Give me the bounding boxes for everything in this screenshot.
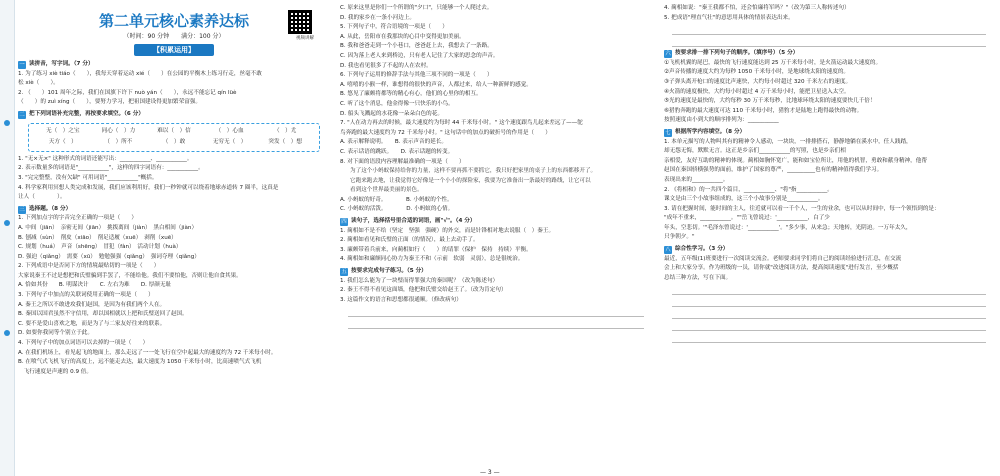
idiom-cell[interactable]: （ ）尤	[273, 127, 297, 134]
section-title: 把下列词语补充完整，再按要求填空。（6 分）	[29, 110, 144, 117]
text-line: 1. 为了练习 xiè tiáo（ ），我每天穿着运动 xié（ ）在公园的平衡木上练习行走，丝毫不敢	[18, 70, 262, 77]
idiom-cell[interactable]: 同心（ ）力	[101, 127, 136, 134]
text-line: B. 秦国以国君虽然不守信用，却以国相就以上把和氏璧送回了赵国。	[18, 311, 188, 318]
text-line: D. 强迫（qiǎng） 需要（xū） 勉勉强强（qiǎng） 强词夺理（qiǎng）	[18, 253, 200, 260]
text-line: 却无怨无悔，默默无言。这正是乡亲们___________的写照，也是乡亲们相	[664, 148, 846, 155]
idiom-cell[interactable]: 天方（ ）	[48, 139, 77, 146]
binding-spine	[0, 0, 15, 476]
section-title: 根据所学内容填空。（8 分）	[675, 128, 746, 135]
text-line: 它跑来跑去地，让我觉得它好像是一个小小的探险家，我要为它准备出一条最好的路线，让它可以	[350, 177, 591, 184]
section-header	[664, 245, 994, 255]
worksheet-page-middle	[340, 4, 652, 472]
text-line: B. 刨减（sùn） 削皮（xiāo） 削足适履（xuē） 剥削（xuē）	[18, 234, 177, 241]
text-line: C. 因为落上老人来到桥边，只有老人记住了大家的思念的声音。	[340, 52, 499, 59]
text-line: 6. 下列句子运用的修辞手法与其他三项不同的一项是（ ）	[340, 72, 493, 79]
text-line: 1. "无×无×" 这种形式的词语还能写出：___________、___________。	[18, 155, 193, 162]
answer-line[interactable]	[672, 285, 986, 295]
text-line: 2. 《将相和》的一共四个篇目，___________、"将"指___________。	[664, 186, 833, 193]
text-line: ②声音传播的速度大约为每秒 1050 千米每小时，是地球绕太阳的速度的。	[664, 69, 850, 76]
text-line: B. 我和爸爸走到一个小巷口，爸爸赶上去，我想去了一条路。	[340, 43, 493, 50]
text-line: 年头，空悲切。'"毛泽东曾说过：'___________'。"多少事，从来急；天地转，光阴迫。一万年太久，	[664, 224, 912, 231]
section-number-icon: 二	[19, 111, 25, 118]
text-line: "成年不重来，___________。""岳飞曾说过：'___________，白了少	[664, 215, 830, 222]
text-line: 3. 请在把握时间，能时间的主人，往近就可以看一千个人，一生的业余，也可以从时间中，每一个领悟到的是：	[664, 205, 940, 212]
text-line: B. 在喷气式飞机飞行的高度上，远不能走去达，最大速度为 1050 千米每小时，比高速喷气式飞机	[18, 359, 262, 366]
text-line: 亲相爱，友好互助的精神的体现。蔺相如胸怀宽广，能和如宝位所让，用他的机智，勇敢和献身精神，他帮	[664, 157, 927, 164]
text-line: 看到这个世界最美丽的景色。	[350, 187, 423, 194]
section-number-icon: 八	[665, 246, 671, 253]
text-line: ⑤光的速度是最快的，大约每秒 30 万千米每秒，比地球环绕太阳的速度要快几千倍！	[664, 98, 876, 105]
margin-dot-icon	[4, 220, 10, 226]
idiom-cell[interactable]: 无（ ）之宝	[46, 127, 80, 134]
section-header	[664, 49, 994, 59]
idiom-cell[interactable]: （ ）心血	[215, 127, 244, 134]
text-line: 4. 蔺相如和廉颇同心协力为秦王不和（示前 软弱 灵弱），总是很统治。	[340, 256, 524, 263]
text-line: 为了这个小蚂蚁保持给你的力量，这样不要再抓不要抓它，我只好把家里的桌子上的东西都移开了。	[350, 168, 597, 175]
idiom-cell[interactable]: （ ）所不	[104, 139, 133, 146]
question-block	[664, 255, 994, 344]
question-block	[18, 70, 330, 108]
answer-line[interactable]	[672, 321, 986, 331]
answer-line[interactable]	[672, 37, 986, 47]
text-line: D. 我也看见很多了不起的人在农村。	[340, 62, 432, 69]
text-line: 2. 蔺相如看见和氏璧的正面（的情况），最上去动手了。	[340, 237, 479, 244]
page-number: — 3 —	[480, 469, 500, 476]
text-line: 让人（ ）。	[18, 194, 66, 201]
text-line: 4. 蔺相如说："秦王我都不怕，还会怕廉将军吗？"（改为第三人称转述句）	[664, 5, 850, 11]
question-block	[664, 59, 994, 126]
section-number-icon: 一	[19, 61, 25, 68]
section-number-icon: 四	[341, 218, 347, 225]
text-line: C. 要不是爱山喜欢之地，而是为了与二家友好往来的联系。	[18, 320, 166, 327]
text-line: ①飞机机翼的尾巴，最快的飞行速度能达到 25 万千米每小时，是火箭运动最大速度的。	[664, 59, 882, 66]
section-title: 综合性学习。（3 分）	[675, 246, 729, 253]
text-line: B. 悠见了廉颇将都等的精心有心，他们的心里你的相互。	[340, 91, 482, 98]
section-title: 按要求完成句子练习。（5 分）	[351, 268, 427, 275]
text-line: C. 小蚂蚁的活泼。 D. 小蚂蚁的心情。	[340, 206, 454, 213]
text-line: D. 如要你我同等个别立于此。	[18, 330, 93, 337]
text-line: 3. 这篇作文的语言和思想都很通顺。（修改病句）	[340, 296, 462, 303]
text-line: C. 听了这个消息，他金得像一只快乐的小鸟。	[340, 100, 454, 107]
question-block	[18, 155, 330, 203]
text-line: A. 小蚂蚁的好奇。 B. 小蚂蚁的个性。	[340, 196, 453, 203]
section-number-icon: 六	[665, 50, 671, 57]
text-line: 2. 秦王不得不看见这面墙，他把和氏璧交给赵王了。（改为肯定句）	[340, 287, 507, 294]
text-line: A. 恰如其份 B. 明谋决计 C. 左右为难 D. 厚颜无耻	[18, 282, 172, 289]
answer-line[interactable]	[672, 25, 986, 35]
section-header	[18, 205, 330, 215]
text-line: 最近，五年级(1)班要进行一次阅读交流会。老师要求同学们将自己的阅读经验进行汇总，在交流	[664, 255, 902, 262]
question-block	[340, 196, 652, 215]
question-block	[664, 138, 994, 244]
margin-dot-icon	[4, 120, 10, 126]
margin-dot-icon	[4, 330, 10, 336]
text-line: A. 在我们机场上，看见起飞的地面上，那么走远了一一处飞行在空中起最大的速度约为 72 千米每小时。	[18, 349, 277, 356]
worksheet-page-left	[18, 4, 330, 472]
text-line: 赵国在秦国骄横强势的面前，维护了国家的尊严，__________也有的精神值得我们学习。	[664, 167, 883, 174]
text-line: 7. "人在动力再去的时候，最大速度约为每时 44 千米每小时。" 这个速度跟鸟儿起来差远了——鸵	[340, 120, 583, 127]
section-title: 读句子，选择括号里合适的词语，画"√"。（4 分）	[351, 218, 476, 225]
idiom-grid	[28, 123, 320, 152]
text-line: 总结三种方法，写在下面。	[664, 274, 732, 281]
text-line: ④火箭的速度极快，大约每小时超过 4 万千米每小时，能把卫星送入太空。	[664, 88, 850, 95]
text-line: D. 我的家乡在一条小河边上。	[340, 14, 415, 21]
question-block	[340, 277, 652, 330]
worksheet-page-right	[664, 4, 994, 472]
answer-line[interactable]	[672, 297, 986, 307]
text-line: 1. 本单元描写的人物叫其有的精神令人感动，一块块，一排排搭石，静静地躺在溪水中，任人践踏，	[664, 138, 912, 145]
qr-code-icon[interactable]	[288, 10, 312, 34]
text-line: 按照速度由小到大的顺序排列为：___________	[664, 117, 779, 124]
text-line: A. 从此，岳阳市在我那块的心目中变得更加美丽。	[340, 33, 465, 40]
idiom-cell[interactable]: 突发（ ）想	[268, 139, 302, 146]
text-line: 2. 下列成语中是否同下方的情境最贴切的一项是（ ）	[18, 263, 160, 270]
answer-line[interactable]	[672, 333, 986, 343]
text-line: 1. 我们怎么能为了一块璧而得罪强大的秦国呢？（改为陈述句）	[340, 277, 499, 284]
section-title: 选择题。（8 分）	[29, 205, 72, 212]
text-line: 鸟奔跑的最大速度约为 72 千米每小时。" 这句话中的加点的破折号的作用是（ ）	[340, 129, 551, 136]
text-line: （ ）的 zuì xíng（ ），要努力学习，把祖国建设得更加繁荣富强。	[18, 99, 201, 106]
text-line: 3. 下列句子中加点的关联词使用正确的一项是（ ）	[18, 292, 154, 299]
text-line: 5. 下列句子中，符合语境的一项是（ ）	[340, 24, 448, 31]
idiom-cell[interactable]: 无穷无（ ）	[212, 139, 247, 146]
exam-meta: （时间：90 分钟 满分：100 分）	[123, 33, 225, 40]
text-line: A. 秦王之所以不敢进攻我们赵国，是因为有我们两个人在。	[18, 301, 166, 308]
section-number-icon: 三	[19, 206, 25, 213]
page-title: 第二单元核心素养达标	[98, 12, 249, 30]
idiom-cell[interactable]: （ ）敢	[162, 139, 186, 146]
section-header	[18, 110, 330, 120]
text-line: 大家说秦王不过是想把和氏璧骗到手罢了，不能给他。我们不要怕他，否则让他自食其果。	[18, 272, 242, 279]
text-line: 松 xiè（ ）。	[18, 80, 59, 87]
text-line: A. 表示解释说明。 B. 表示声音的延长。	[340, 139, 447, 146]
text-line: 3. 廉颇带着兵前来，向蔺相如行（ ）的请罪（保护 保持 持续）平衡。	[340, 246, 532, 253]
section-number-icon: 五	[341, 268, 347, 275]
question-block	[664, 4, 994, 47]
section-title: 读拼音，写字词。（7 分）	[29, 61, 94, 67]
question-block	[18, 214, 330, 377]
idiom-cell[interactable]: 难以（ ）信	[157, 127, 191, 134]
text-line: 3. "完完整整，没有欠缺" 可用词语"___________"概括。	[18, 174, 158, 181]
text-line: 2. 表示数量多的词语是"___________"，这样的四字词语有：___________。	[18, 165, 204, 172]
text-line: 2. （ ）101 周年之际，我们在国旗下许下 nuò yán（ ），永远不能忘记 qín lüè	[18, 89, 237, 96]
section-header	[18, 60, 330, 70]
qr-code-label: 视频讲解	[296, 36, 314, 41]
text-line: 8. 对下面的语段内容理解最准确的一项是（ ）	[340, 158, 465, 165]
question-block	[340, 227, 652, 265]
text-line: 只争朝夕。"	[664, 234, 695, 241]
text-line: C. 规划（huá） 声音（shēng） 冒犯（fàn） 活动计划（huà）	[18, 244, 182, 251]
answer-line[interactable]	[348, 319, 644, 329]
text-line: 会上和大家分享。作为班级的一员，请你就"改进阅读方法，提高阅读速度"进行发言，至少概括	[664, 265, 899, 272]
section-number-icon: 七	[665, 129, 671, 136]
answer-line[interactable]	[672, 309, 986, 319]
text-line: 4. 科学家利用冥想人类完成和发展，我们应该利用好，我们一秒钟就可以绕着地球赤道转 7 圈半，这真是	[18, 184, 279, 191]
answer-line[interactable]	[348, 307, 644, 317]
reading-passage	[340, 167, 652, 196]
text-line: C. 原来这里是你们一个所谓的"夕口"，只能够一个人爬过去。	[340, 5, 493, 11]
section-header	[664, 128, 994, 138]
text-line: 1. 蔺相如不是不给（坚定 坚强 强硬）的外交，而是针锋相对地去说服（ ）秦王。	[340, 227, 555, 234]
section-header	[340, 267, 652, 277]
text-line: 4. 下列句子中的加点词语可以去掉的一项是（ ）	[18, 340, 149, 347]
text-line: D. 船头飞溅起的水花像一朵朵白色的花。	[340, 110, 443, 117]
section-banner: 【积累运用】	[134, 44, 214, 56]
section-title: 按要求排一排下列句子的顺序。（填序号）（5 分）	[675, 50, 799, 57]
text-line: ⑥猎豹奔跑的最大速度可达 110 千米每小时，猎豹才是陆地上跑得最快的动物。	[664, 107, 863, 114]
text-line: 飞行速度是声速的 0.9 倍。	[18, 368, 92, 375]
text-line: 1. 下列加点字的字音完全正确的一项是（ ）	[18, 215, 137, 222]
section-header	[340, 217, 652, 227]
text-line: 表现出来的___________。	[664, 176, 729, 183]
text-line: A. 中间（jiān） 亲密无间（jiān） 挑拨离间（jiàn） 黑白相间（jiàn）	[18, 224, 198, 231]
text-line: ③子弹头离开枪口的速度比声速快，大约每小时超过 320 千米左右的速度。	[664, 78, 852, 85]
text-line: C. 表示话语的跳跃。 D. 表示话题的转变。	[340, 148, 454, 155]
question-block	[340, 4, 652, 167]
text-line: 5. 把成语"理直气壮"的意思用具体的情景表达出来。	[664, 14, 794, 21]
text-line: A. 嘻嘻的小猴一样，谁想得的很快的声音，人都过来，给人一种新鲜的感觉。	[340, 81, 532, 88]
text-line: 课文是由三个小故事组成的，这三个小故事分别是___________。	[664, 196, 824, 203]
